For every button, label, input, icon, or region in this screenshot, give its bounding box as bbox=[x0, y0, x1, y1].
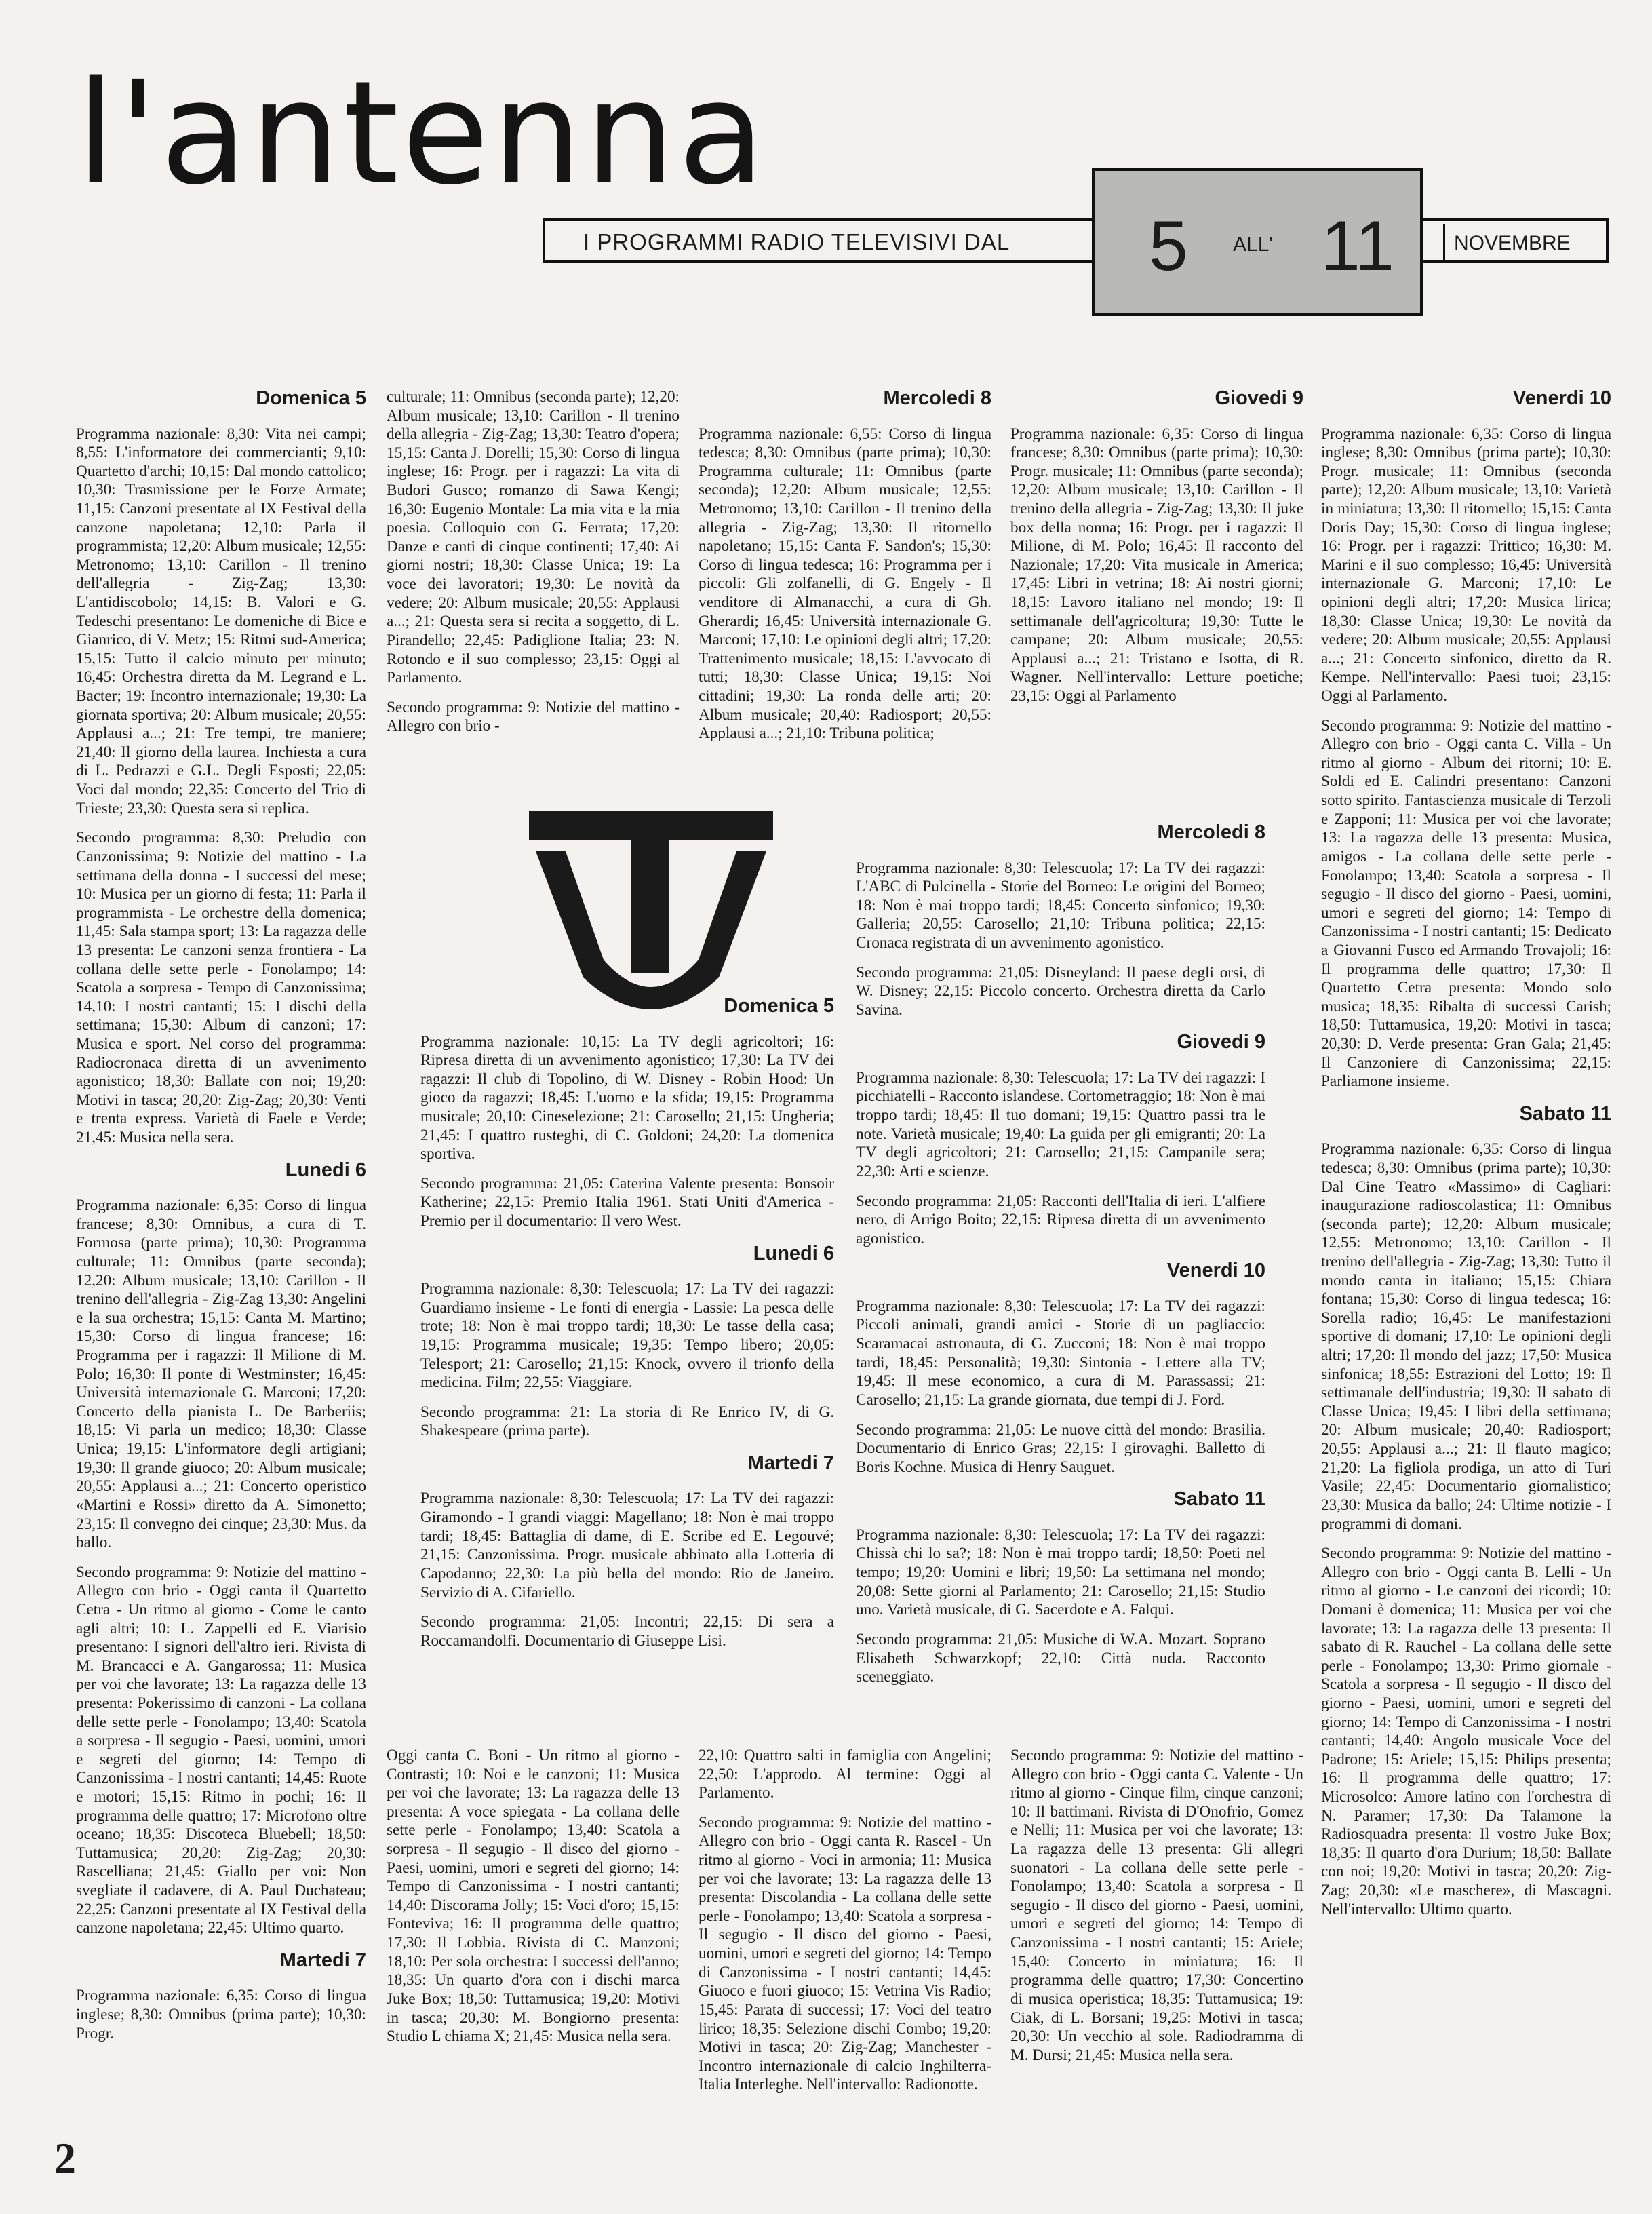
program-paragraph: Programma nazionale: 6,35: Corso di lingua francese; 8,30: Omnibus, a cura di T. Formosa (parte prima); 10,30: Programma culturale; 11: Omnibus (parte seconda); 12,20: Album musicale; 13,10: Carillon - Il trenino dell'allegria - Zig-Zag 13,30: Angelini e la sua orchestra; 15,15: Canta M. Martino; 15,30: Corso di lingua francese; 16: Programma per i ragazzi: Il Milione di M. Polo; 16,30: Il ponte di Westminster; 16,45: Università internazionale G. Marconi; 17,20: Concerto della pianista L. De Barberiis; 18,15: Vi parla un medico; 18,30: Classe Unica; 19,15: L'informatore degli artigiani; 19,30: Il grande giuoco; 20: Album musicale; 20,55: Applausi a...; 21: Concerto operistico «Martini e Rossi» diretto da A. Simonetto; 23,15: Il convegno dei cinque; 23,30: Mus. da ballo. bbox=[76, 1197, 366, 1552]
program-paragraph: Secondo programma: 21,05: Disneyland: Il paese degli orsi, di W. Disney; 22,15: Piccolo concerto. Orchestra diretta da Carlo Savina. bbox=[856, 963, 1265, 1019]
tv-left-column bbox=[420, 994, 834, 1661]
radio-column-3 bbox=[699, 387, 991, 754]
day-all: ALL' bbox=[1233, 233, 1274, 256]
program-paragraph: Programma nazionale: 6,35: Corso di lingua francese; 8,30: Omnibus (parte prima); 10,30: Progr. musicale; 11: Omnibus (parte seconda); 12,20: Album musicale; 13,10: Carillon - Il trenino della allegria - Zig-Zag; 13,30: Il juke box della nonna; 16: Progr. per i ragazzi: Il Milione, di M. Polo; 16,45: Il racconto del Nazionale; 17,20: Vita musicale in America; 17,45: Libri in vetrina; 18: Ai nostri giorni; 18,15: Lavoro italiano nel mondo; 19: Il settimanale dell'agricoltura; 19,30: Tutte le campane; 20: Album musicale; 20,55: Applausi a...; 21: Tristano e Isotta, di R. Wagner. Nell'intervallo: Letture poetiche; 23,15: Oggi al Parlamento bbox=[1010, 425, 1303, 705]
radio-column-5 bbox=[1321, 387, 1611, 1930]
banner-text: I PROGRAMMI RADIO TELEVISIVI DAL bbox=[583, 229, 1010, 254]
day-heading: Lunedi 6 bbox=[753, 1242, 834, 1264]
day-heading: Sabato 11 bbox=[1173, 1488, 1265, 1511]
day-heading: Mercoledi 8 bbox=[883, 387, 991, 409]
radio-column-4 bbox=[1010, 387, 1303, 717]
day-heading: Lunedi 6 bbox=[285, 1159, 366, 1181]
program-paragraph: Secondo programma: 21: La storia di Re Enrico IV, di G. Shakespeare (prima parte). bbox=[420, 1403, 834, 1440]
program-paragraph: Programma nazionale: 8,30: Telescuola; 17: La TV dei ragazzi: Piccoli animali, grandi amici - Storie di un pagliaccio: Scaramacai astronauta, di G. Zucconi; 18: Non è mai troppo tardi, 18,45: Personalità; 19,30: Sintonia - Lettere alla TV; 19,45: Il mese economico, a cura di M. Parassassi; 21: Carosello; 21,15: La grande giornata, due tempi di J. Ford. bbox=[856, 1297, 1265, 1409]
tv-right-column bbox=[856, 821, 1265, 1698]
program-paragraph: Secondo programma: 9: Notizie del mattino - Allegro con brio - Oggi canta il Quartetto Cetra - Un ritmo al giorno - Come le canto agli altri; 10: L. Zappelli ed E. Viarisio presentano: I signori dell'altro ieri. Rivista di M. Brancacci e A. Gangarossa; 11: Musica per voi che lavorate; 13: La ragazza delle 13 presenta: Pokerissimo di canzoni - La collana delle sette perle - Fonolampo; 13,40: Scatola a sorpresa - Il segugio - Paesi, uomini, umori e segreti del giorno; 14: Tempo di Canzonissima - I nostri cantanti; 14,45: Ruote e motori; 15,15: Ritmo in pochi; 16: Il programma delle quattro; 17: Microfono oltre oceano; 18,35: Discoteca Bluebell; 18,50: Tuttamusica; 20,20: Zig-Zag; 20,30: Rascelliana; 21,45: Giallo per voi: Non svegliate il cadavere, di A. Paul Duchateau; 22,25: Canzoni presentate al IX Festival della canzone napoletana; 22,45: Ultimo quarto. bbox=[76, 1563, 366, 1937]
masthead-title: l'antenna bbox=[76, 50, 768, 216]
program-paragraph: Programma nazionale: 8,30: Telescuola; 17: La TV dei ragazzi: Giramondo - I grandi viaggi: Magellano; 18: Non è mai troppo tardi; 18,45: Battaglia di dame, di E. Scribe ed E. Legouvé; 21,15: Canzonissima. Progr. musicale abbinato alla Lotteria di Capodanno; 22,30: La più bella del mondo: Rio de Janeiro. Servizio di A. Cifariello. bbox=[420, 1490, 834, 1601]
program-paragraph: Programma nazionale: 6,55: Corso di lingua tedesca; 8,30: Omnibus (parte prima); 10,30: Programma culturale; 11: Omnibus (parte seconda); 12,20: Album musicale; 12,55: Metronomo; 13,10: Carillon - Il trenino della allegria - Zig-Zag; 13,30: Il ritornello napoletano; 15,15: Canta F. Sandon's; 15,30: Corso di lingua tedesca; 16: Programma per i piccoli: Gli zolfanelli, di G. Engely - Il venditore di Almanacchi, a cura di Gh. Gherardi; 16,45: Università internazionale G. Marconi; 17,10: Le opinioni degli altri; 17,20: Trattenimento musicale; 18,15: L'avvocato di tutti; 18,30: Classe Unica; 19,15: Noi cittadini; 19,30: La ronda delle arti; 20: Album musicale; 20,40: Radiosport; 20,55: Applausi a...; 21,10: Tribuna politica; bbox=[699, 425, 991, 743]
program-paragraph: Programma nazionale: 10,15: La TV degli agricoltori; 16: Ripresa diretta di un avvenimento agonistico; 17,30: La TV dei ragazzi: Il club di Topolino, di W. Disney - Robin Hood: Un gioco da ragazzi; 18,45: L'uomo e la sfida; 19,15: Programma musicale; 20,10: Cineselezione; 21: Carosello; 21,15: Ungheria; 21,45: I quattro rusteghi, di C. Goldoni; 24,20: La domenica sportiva. bbox=[420, 1032, 834, 1163]
day-to: 11 bbox=[1321, 207, 1394, 286]
radio-bottom-column-2 bbox=[699, 1747, 991, 2105]
day-heading: Venerdi 10 bbox=[1512, 387, 1611, 409]
tv-logo-icon bbox=[529, 811, 773, 1014]
day-heading: Martedi 7 bbox=[279, 1949, 366, 1971]
day-heading: Domenica 5 bbox=[256, 387, 366, 409]
day-from: 5 bbox=[1149, 207, 1188, 286]
program-paragraph: Secondo programma: 21,05: Racconti dell'Italia di ieri. L'alfiere nero, di Arrigo Boito; 22,15: Ripresa diretta di un avvenimento agonistico. bbox=[856, 1192, 1265, 1247]
program-paragraph: Programma nazionale: 6,35: Corso di lingua tedesca; 8,30: Omnibus (prima parte); 10,30: Dal Cine Teatro «Massimo» di Cagliari: inaugurazione radioscolastica; 11: Omnibus (seconda parte); 12,20: Album musicale; 12,55: Metronomo; 13,10: Carillon - Il trenino dell'allegria - Zig-Zag; 13,30: Tutto il mondo canta in italiano; 15,15: Chiara fontana; 15,30: Corso di lingua tedesca; 16: Sorella radio; 16,45: Le manifestazioni sportive di domani; 17,10: Le opinioni degli altri; 17,20: Il mondo del jazz; 17,50: Musica sinfonica; 18,55: Estrazioni del Lotto; 19: Il settimanale dell'industria; 19,30: Il sabato di Classe Unica; 19,45: I libri della settimana; 20: Album musicale; 20,40: Radiosport; 20,55: Applausi a...; 21: Il flauto magico; 21,20: La figliola prodiga, un atto di Turi Vasile; 22,45: Documentario giornalistico; 23,30: Musica da ballo; 24: Ultime notizie - I programmi di domani. bbox=[1321, 1140, 1611, 1533]
program-paragraph: Programma nazionale: 8,30: Telescuola; 17: La TV dei ragazzi: Chissà chi lo sa?; 18: Non è mai troppo tardi; 18,50: Poeti nel tempo; 19,20: Uomini e libri; 19,50: La settimana nel mondo; 20,08: Sette giorni al Parlamento; 21: Carosello; 21,15: Studio uno. Varietà musicale, di G. Sacerdote e A. Falqui. bbox=[856, 1526, 1265, 1619]
program-paragraph: Programma nazionale: 6,35: Corso di lingua inglese; 8,30: Omnibus (prima parte); 10,30: Progr. bbox=[76, 1987, 366, 2042]
program-paragraph: Programma nazionale: 6,35: Corso di lingua inglese; 8,30: Omnibus (prima parte); 10,30: Progr. musicale; 11: Omnibus (seconda parte); 12,20: Album musicale; 13,10: Varietà in miniatura; 13,30: Il ritornello; 15,15: Canta Doris Day; 15,30: Corso di lingua inglese; 16: Progr. per i ragazzi: Trittico; 16,30: M. Marini e il suo complesso; 16,45: Università internazionale G. Marconi; 17,10: Le opinioni degli altri; 17,20: Musica lirica; 18,30: Classe Unica; 19,30: Le novità da vedere; 20: Album musicale; 20,55: Applausi a...; 21: Concerto sinfonico, diretto da R. Kempe. Nell'intervallo: Paesi tuoi; 23,15: Oggi al Parlamento. bbox=[1321, 425, 1611, 705]
radio-bottom-column-3 bbox=[1010, 1747, 1303, 2076]
radio-column-1 bbox=[76, 387, 366, 2054]
program-paragraph: Programma nazionale: 8,30: Vita nei campi; 8,55: L'informatore dei commercianti; 9,10: Quartetto d'archi; 10,15: Dal mondo cattolico; 10,30: Trasmissione per le Forze Armate; 11,15: Canzoni presentate al IX Festival della canzone napoletana; 12,10: Parla il programmista; 12,20: Album musicale; 12,55: Metronomo; 13,10: Carillon - Il trenino dell'allegria - Zig-Zag; 13,30: L'antidiscobolo; 14,15: B. Valori e G. Tedeschi presentano: Le domeniche di Bice e Gianrico, di V. Metz; 15: Ritmi sud-America; 15,15: Tutto il calcio minuto per minuto; 16,45: Orchestra diretta da M. Legrand e L. Bacter; 19: Incontro internazionale; 19,30: La giornata sportiva; 20: Album musicale; 20,55: Applausi a...; 21: Tre tempi, tre maniere; 21,40: Il giorno della laurea. Inchiesta a cura di L. Pedrazzi e G.L. Degli Esposti; 22,05: Voci dal mondo; 22,35: Concerto del Trio di Trieste; 23,30: Questa sera si replica. bbox=[76, 425, 366, 817]
program-paragraph: Programma nazionale: 8,30: Telescuola; 17: La TV dei ragazzi: Guardiamo insieme - Le fonti di energia - Lassie: La pesca delle trote; 18: Non è mai troppo tardi; 18,30: Le tasse della casa; 19,15: Programma musicale; 19,35: Tempo libero; 20,05: Telesport; 21: Carosello; 21,15: Knock, ovvero il trionfo della medicina. Film; 22,55: Viaggiare. bbox=[420, 1280, 834, 1392]
program-paragraph: Secondo programma: 21,05: Musiche di W.A. Mozart. Soprano Elisabeth Schwarzkopf; 22,10: Città nuda. Racconto sceneggiato. bbox=[856, 1630, 1265, 1686]
program-paragraph: Programma nazionale: 8,30: Telescuola; 17: La TV dei ragazzi: L'ABC di Pulcinella - Storie del Borneo: Le origini del Borneo; 18: Non è mai troppo tardi; 18,45: Concerto sinfonico; 19,30: Galleria; 20,55: Carosello; 21,10: Tribuna politica; 22,15: Cronaca registrata di un avvenimento agonistico. bbox=[856, 859, 1265, 952]
program-paragraph: Secondo programma: 9: Notizie del mattino - Allegro con brio - Oggi canta R. Rascel - Un ritmo al giorno - Voci in armonia; 11: Musica per voi che lavorate; 13: La ragazza delle 13 presenta: Discolandia - La collana delle sette perle - Fonolampo; 13,40: Scatola a sorpresa - Il segugio - Il disco del giorno - Paesi, uomini, umori e segreti del giorno; 14: Tempo di Canzonissima - I nostri cantanti; 14,45: Giuoco e fuori giuoco; 15: Vetrina Vis Radio; 15,45: Parata di successi; 17: Voci del teatro lirico; 18,35: Selezione dischi Combo; 19,20: Motivi in tasca; 20: Zig-Zag; Manchester - Incontro internazionale di calcio Inghilterra-Italia Interleghe. Nell'intervallo: Radionotte. bbox=[699, 1813, 991, 2094]
radio-column-2 bbox=[387, 388, 680, 747]
program-paragraph: Secondo programma: 21,05: Caterina Valente presenta: Bonsoir Katherine; 22,15: Premio Italia 1961. Stati Uniti d'America - Premio per il documentario: Il vero West. bbox=[420, 1174, 834, 1230]
program-paragraph: Secondo programma: 9: Notizie del mattino - Allegro con brio - bbox=[387, 698, 680, 735]
program-paragraph: 22,10: Quattro salti in famiglia con Angelini; 22,50: L'approdo. Al termine: Oggi al Parlamento. bbox=[699, 1747, 991, 1802]
date-box bbox=[1092, 168, 1423, 316]
program-paragraph: Secondo programma: 9: Notizie del mattino - Allegro con brio - Oggi canta C. Villa - Un ritmo al giorno - Album dei ritorni; 10: E. Soldi ed E. Calindri presentano: Canzoni sotto spirito. Fantascienza musicale di Terzoli e Zapponi; 11: Musica per voi che lavorate; 13: La ragazza delle 13 presenta: Musica, amigos - La collana delle sette perle - Fonolampo; 13,40: Scatola a sorpresa - Il segugio - Il disco del giorno - Paesi, uomini, umori e segreti del giorno; 14: Tempo di Canzonissima - I nostri cantanti; 15: Dedicato a Giovanni Fusco ed Armando Trovajoli; 16: Il programma delle quattro; 17,30: Il Quartetto Cetra presenta: Mondo solo musica; 18,35: Ribalta di successi Carish; 18,50: Tuttamusica, 19,20: Motivi in tasca; 20,30: D. Verde presenta: Gran Gala; 21,45: Il Canzoniere di Canzonissima; 22,15: Parliamone insieme. bbox=[1321, 716, 1611, 1091]
day-heading: Domenica 5 bbox=[724, 995, 834, 1017]
day-heading: Venerdi 10 bbox=[1166, 1260, 1265, 1282]
radio-bottom-column-1 bbox=[387, 1747, 680, 2057]
program-paragraph: Secondo programma: 8,30: Preludio con Canzonissima; 9: Notizie del mattino - La settimana della donna - I successi del mese; 10: Musica per un giorno di festa; 11: Parla il programmista - Le orchestre della domenica; 11,45: Sala stampa sport; 13: La ragazza delle 13 presenta: Le canzoni senza frontiera - La collana delle sette perle - Fonolampo; 14: Scatola a sorpresa - Tempo di Canzonissima; 14,10: I nostri cantanti; 15: I dischi della settimana; 15,30: Album di canzoni; 17: Musica e sport. Nel corso del programma: Radiocronaca diretta di un avvenimento agonistico; 18,30: Ballate con noi; 19,20: Motivi in tasca; 20,20: Zig-Zag; 20,30: Venti e trenta express. Varietà di Faele e Verde; 21,45: Musica nella sera. bbox=[76, 829, 366, 1147]
program-paragraph: Programma nazionale: 8,30: Telescuola; 17: La TV dei ragazzi: I picchiatelli - Racconto islandese. Cortometraggio; 18: Non è mai troppo tardi; 18,45: Il tuo domani; 19,15: Quattro passi tra le note. Varietà musicale; 19,40: La guida per gli emigranti; 20: La TV degli agricoltori; 21: Carosello; 21,15: Campanile sera; 22,30: Arti e scienze. bbox=[856, 1068, 1265, 1180]
program-paragraph: Secondo programma: 9: Notizie del mattino - Allegro con brio - Oggi canta C. Valente - Un ritmo al giorno - Cinque film, cinque canzoni; 10: Il battimani. Rivista di D'Onofrio, Gomez e Nelli; 11: Musica per voi che lavorate; 13: La ragazza delle 13 presenta: Gli allegri suonatori - La collana delle sette perle - Fonolampo; 13,40: Scatola a sorpresa - Il segugio - Il disco del giorno - Paesi, uomini, umori e segreti del giorno; 14: Tempo di Canzonissima - I nostri cantanti; 15: Ariele; 15,40: Concerto in miniatura; 16: Il programma delle quattro; 17,30: Concertino di musica operistica; 18,35: Tuttamusica; 19: Ciak, di L. Borsani; 19,25: Motivi in tasca; 20,30: Un vecchio al sole. Radiodramma di M. Dursi; 21,45: Musica nella sera. bbox=[1010, 1747, 1303, 2064]
program-paragraph: culturale; 11: Omnibus (seconda parte); 12,20: Album musicale; 13,10: Carillon - Il trenino della allegria - Zig-Zag; 13,30: Teatro d'opera; 15,15: Canta J. Dorelli; 15,30: Corso di lingua inglese; 16: Progr. per i ragazzi: La vita di Budori Gusco; romanzo di Sawa Kengi; 16,30: Eugenio Montale: La mia vita e la mia poesia. Colloquio con G. Ferrata; 17,20: Danze e canti di cinque continenti; 17,40: Ai giorni nostri; 18,30: Classe Unica; 19: La voce dei lavoratori; 19,30: Le novità da vedere; 20: Album musicale; 20,55: Applausi a...; 21: Questa sera si recita a soggetto, di L. Pirandello; 22,45: Padiglione Italia; 23: N. Rotondo e il suo complesso; 23,15: Oggi al Parlamento. bbox=[387, 388, 680, 687]
program-paragraph: Secondo programma: 21,05: Le nuove città del mondo: Brasilia. Documentario di Enrico Gras; 22,15: I girovaghi. Balletto di Boris Kochne. Musica di Henry Sauguet. bbox=[856, 1420, 1265, 1476]
page-number: 2 bbox=[54, 2134, 76, 2182]
day-heading: Martedi 7 bbox=[747, 1452, 834, 1474]
day-heading: Sabato 11 bbox=[1519, 1102, 1611, 1125]
day-heading: Giovedi 9 bbox=[1177, 1031, 1265, 1053]
banner-month: NOVEMBRE bbox=[1454, 232, 1571, 254]
program-paragraph: Secondo programma: 21,05: Incontri; 22,15: Di sera a Roccamandolfi. Documentario di Giuseppe Lisi. bbox=[420, 1613, 834, 1650]
day-heading: Mercoledi 8 bbox=[1157, 821, 1265, 843]
program-paragraph: Secondo programma: 9: Notizie del mattino - Allegro con brio - Oggi canta B. Lelli - Un ritmo al giorno - Le canzoni dei ricordi; 10: Domani è domenica; 11: Musica per voi che lavorate; 13: La ragazza delle 13 presenta: Il sabato di R. Rauchel - La collana delle sette perle - Fonolampo; 13,30: Primo giornale - Scatola a sorpresa - Il segugio - Il disco del giorno - Paesi, uomini, umori e segreti del giorno; 14: Tempo di Canzonissima - I nostri cantanti; 14,40: Angolo musicale Voce del Padrone; 15: Ariele; 15,15: Philips presenta; 16: Il programma delle quattro; 17: Microsolco: Amore latino con l'orchestra di N. Paramer; 17,30: Da Talamone la Radiosquadra presenta: Il vostro Juke Box; 18,35: Il quarto d'ora Durium; 18,50: Ballate con noi; 19,20: Motivi in tasca; 20,20: Zig-Zag; 20,30: «Le maschere», di Mascagni. Nell'intervallo: Ultimo quarto. bbox=[1321, 1545, 1611, 1918]
program-paragraph: Oggi canta C. Boni - Un ritmo al giorno - Contrasti; 10: Noi e le canzoni; 11: Musica per voi che lavorate; 13: La ragazza delle 13 presenta: A voce spiegata - La collana delle sette perle - Fonolampo; 13,40: Scatola a sorpresa - Il segugio - Il disco del giorno - Paesi, uomini, umori e segreti del giorno; 14: Tempo di Canzonissima - I nostri cantanti; 14,40: Discorama Jolly; 15: Voci d'oro; 15,15: Fonteviva; 16: Il programma delle quattro; 17,30: Il Lobbia. Rivista di C. Manzoni; 18,10: Per sola orchestra: I successi dell'anno; 18,35: Un quarto d'ora con i dischi marca Juke Box; 18,50: Tuttamusica; 19,20: Motivi in tasca; 20,30: M. Bongiorno presenta: Studio L chiama X; 21,45: Musica nella sera. bbox=[387, 1747, 680, 2046]
day-heading: Giovedi 9 bbox=[1215, 387, 1303, 409]
